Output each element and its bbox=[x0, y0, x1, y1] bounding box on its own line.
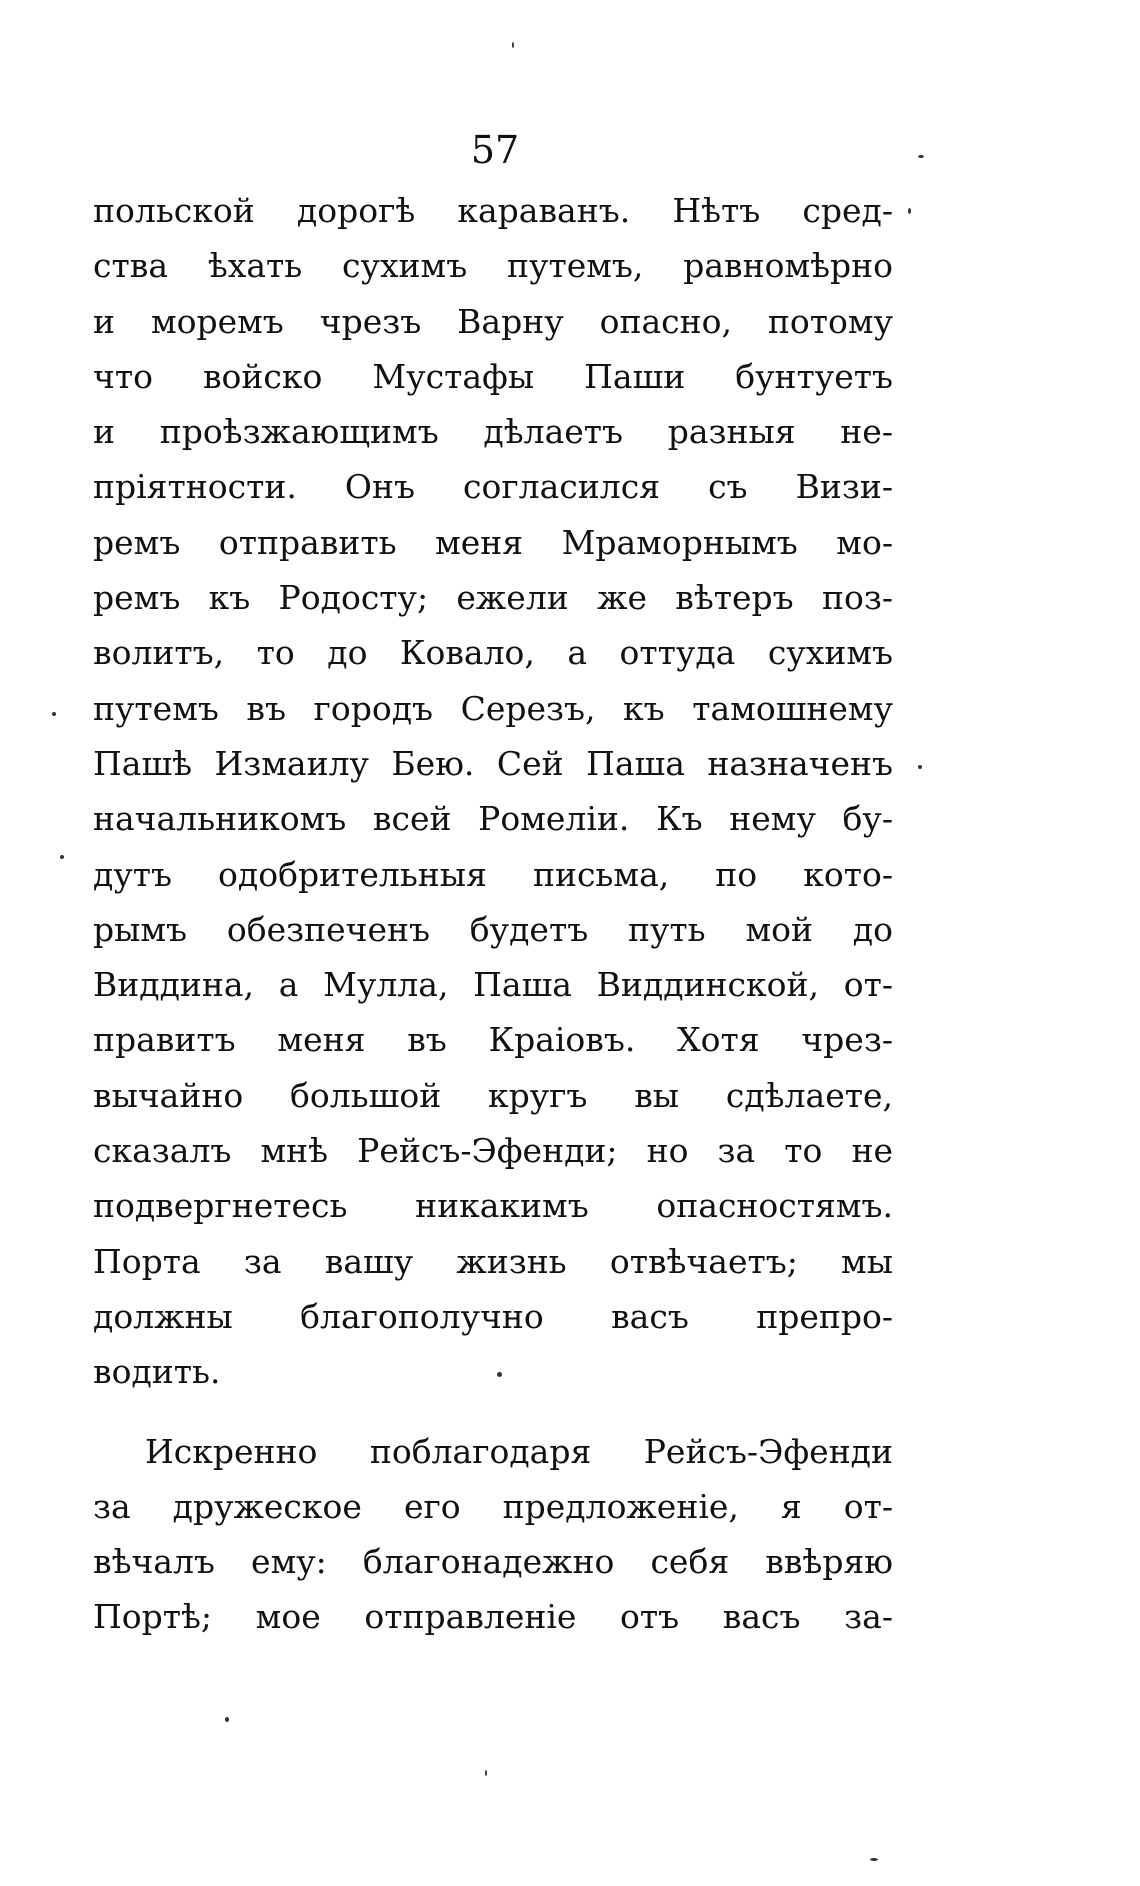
scan-speck bbox=[485, 1770, 487, 1776]
text-line: и проѣзжающимъ дѣлаетъ разныя не- bbox=[93, 412, 893, 452]
scan-speck bbox=[497, 1372, 502, 1377]
text-line: Искренно поблагодаря Рейсъ-Эфенди bbox=[145, 1431, 893, 1471]
scan-speck bbox=[52, 712, 56, 716]
text-line: подвергнетесь никакимъ опасностямъ. bbox=[93, 1186, 893, 1226]
text-line: ства ѣхать сухимъ путемъ, равномѣрно bbox=[93, 246, 893, 286]
paragraph-1 bbox=[93, 183, 893, 1400]
scan-speck bbox=[918, 155, 924, 158]
text-line: Порта за вашу жизнь отвѣчаетъ; мы bbox=[93, 1241, 893, 1281]
text-line: рымъ обезпеченъ будетъ путь мой до bbox=[93, 909, 893, 949]
text-line: что войско Мустафы Паши бунтуетъ bbox=[93, 356, 893, 396]
text-line: ремъ отправить меня Мраморнымъ мо- bbox=[93, 522, 893, 562]
text-line: водить. bbox=[93, 1352, 221, 1392]
text-line: начальникомъ всей Ромеліи. Къ нему бу- bbox=[93, 799, 893, 839]
text-line: польской дорогѣ караванъ. Нѣтъ сред- bbox=[93, 191, 893, 230]
text-line: правитъ меня въ Краіовъ. Хотя чрез- bbox=[93, 1020, 893, 1060]
scan-speck bbox=[225, 1717, 229, 1722]
text-line: Портѣ; мое отправленіе отъ васъ за- bbox=[93, 1597, 893, 1637]
text-line: Пашѣ Измаилу Бею. Сей Паша назначенъ bbox=[93, 743, 893, 783]
text-line: вычайно большой кругъ вы сдѣлаете, bbox=[93, 1075, 893, 1115]
scan-speck bbox=[512, 42, 514, 48]
scan-speck bbox=[870, 1858, 878, 1861]
text-line: пріятности. Онъ согласился съ Визи- bbox=[93, 467, 893, 507]
body-text bbox=[93, 183, 893, 1645]
text-line: и моремъ чрезъ Варну опасно, потому bbox=[93, 301, 893, 341]
text-line: путемъ въ городъ Серезъ, къ тамошнему bbox=[93, 688, 893, 728]
scan-speck bbox=[908, 208, 911, 214]
scan-speck bbox=[60, 855, 64, 859]
paragraph-gap bbox=[93, 1400, 893, 1424]
text-line: за дружеское его предложеніе, я от- bbox=[93, 1486, 893, 1526]
text-line: вѣчалъ ему: благонадежно себя ввѣряю bbox=[93, 1542, 893, 1582]
paragraph-2 bbox=[93, 1424, 893, 1645]
text-line: ремъ къ Родосту; ежели же вѣтеръ поз- bbox=[93, 578, 893, 618]
text-line: дутъ одобрительныя письма, по кото- bbox=[93, 854, 893, 894]
text-line: сказалъ мнѣ Рейсъ-Эфенди; но за то не bbox=[93, 1131, 893, 1171]
page-number: 57 bbox=[470, 128, 520, 172]
text-line: должны благополучно васъ препро- bbox=[93, 1296, 893, 1336]
text-line: Виддина, а Мулла, Паша Виддинской, от- bbox=[93, 965, 893, 1005]
text-line: волитъ, то до Ковало, а оттуда сухимъ bbox=[93, 633, 893, 673]
scan-speck bbox=[918, 765, 922, 769]
